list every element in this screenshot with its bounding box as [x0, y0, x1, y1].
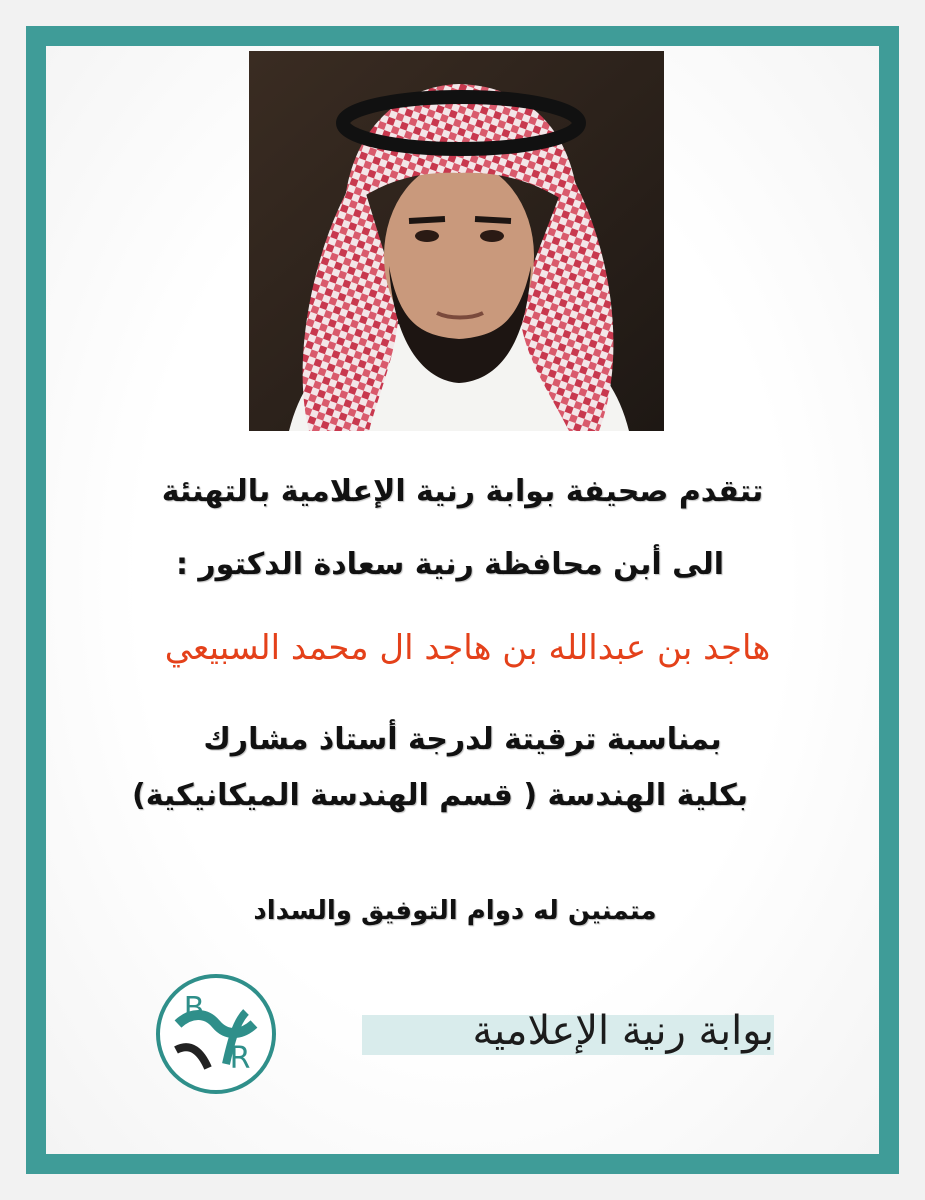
portal-logo-icon [146, 972, 286, 1096]
portal-name: بوابة رنية الإعلامية [472, 1008, 774, 1054]
wish-line: متمنين له دوام التوفيق والسداد [253, 896, 657, 926]
intro-line: تتقدم صحيفة بوابة رنية الإعلامية بالتهنئة [161, 474, 764, 509]
recipient-line: الى أبن محافظة رنية سعادة الدكتور : [175, 547, 725, 582]
occasion-line: بمناسبة ترقيتة لدرجة أستاذ مشارك [203, 722, 722, 757]
faculty-line: بكلية الهندسة ( قسم الهندسة الميكانيكية) [132, 778, 748, 813]
recipient-name: هاجد بن عبدالله بن هاجد ال محمد السبيعي [164, 628, 771, 668]
logo-letter-b: B [183, 991, 205, 1026]
logo-letter-r: R [229, 1041, 251, 1076]
portrait-photo [249, 51, 664, 431]
